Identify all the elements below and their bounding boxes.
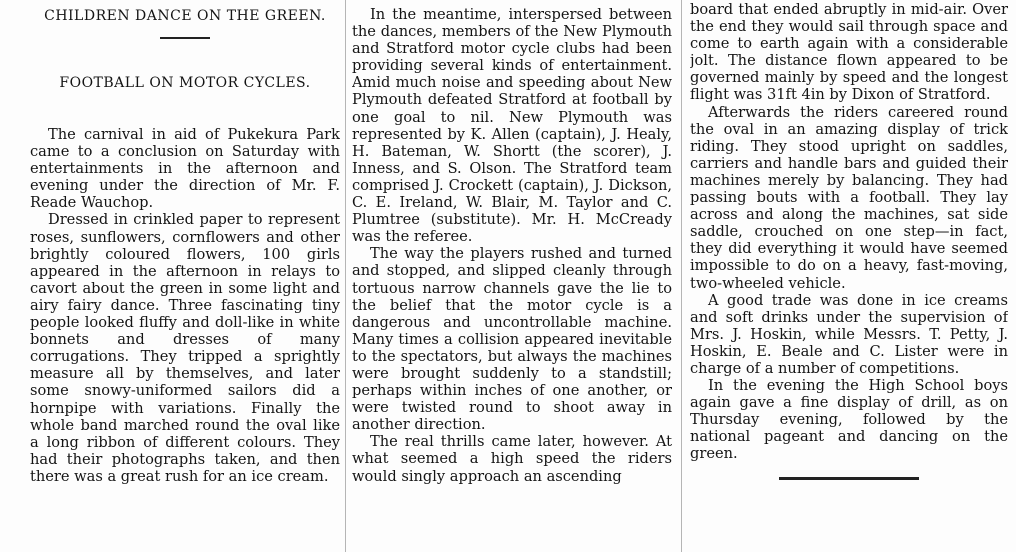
paragraph-real-thrills: The real thrills came later, however. At what seemed a high speed the riders would singly approach an ascending [352, 433, 672, 485]
paragraph-motor-cycle-football: In the meantime, interspersed between the dances, members of the New Plymouth and Stratford motor cycle clubs had been providing several kinds of entertainment. Amid much noise and speeding about New Plymouth defeated Stratford at football by one goal to nil. New Plymouth was represented by K. Allen (captain), J. Healy, H. Bateman, W. Shortt (the scorer), J. Inness, and S. Olson. The Stratford team comprised J. Crockett (captain), J. Dickson, C. E. Ireland, W. Blair, M. Taylor and C. Plumtree (substitute). Mr. H. McCready was the referee. [352, 6, 672, 246]
paragraph-evening-drill: In the evening the High School boys again gave a fine display of drill, as on Thursday evening, followed by the national pageant and dancing on the green. [690, 377, 1008, 463]
headline-football-motor-cycles: FOOTBALL ON MOTOR CYCLES. [59, 75, 311, 91]
article-column-2 [352, 0, 672, 552]
paragraph-dressed-girls: Dressed in crinkled paper to represent roses, sunflowers, cornflowers and other brightly coloured flowers, 100 girls appeared in the afternoon in relays to cavort about the green in some light and airy fairy dance. Three fascinating tiny people looked fluffy and doll-like in white bonnets and dresses of many corrugations. They tripped a sprightly measure all by themselves, and later some snowy-uniformed sailors did a hornpipe with variations. Finally the whole band marched round the oval like a long ribbon of different colours. They had their photographs taken, and then there was a great rush for an ice cream. [30, 211, 340, 485]
paragraph-carnival-intro: The carnival in aid of Pukekura Park came to a conclusion on Saturday with entertainments in the afternoon and evening under the direction of Mr. F. Reade Wauchop. [30, 126, 340, 212]
column-divider-2 [681, 0, 682, 552]
paragraph-players-rushed: The way the players rushed and turned and stopped, and slipped cleanly through tortuous narrow channels gave the lie to the belief that the motor cycle is a dangerous and uncontrollable machine. Many times a collision appeared inevitable to the spectators, but always the machines were brought suddenly to a standstill; perhaps within inches of one another, or were twisted round to shoot away in another direction. [352, 245, 672, 434]
headline-children-dance: CHILDREN DANCE ON THE GREEN. [44, 8, 326, 24]
paragraph-ice-creams: A good trade was done in ice creams and soft drinks under the supervision of Mrs. J. Hoskin, while Messrs. T. Petty, J. Hoskin, E. Beale and C. Lister were in charge of a number of competitions. [690, 291, 1008, 377]
article-column-3 [690, 0, 1008, 552]
headline-separator [160, 37, 210, 39]
paragraph-trick-riding: Afterwards the riders careered round the oval in an amazing display of trick riding. They stood upright on saddles, carriers and handle bars and guided their machines merely by balancing. They had passing bouts with a football. They lay across and along the machines, sat side saddle, crouched on one step—in fact, they did everything it would have seemed impossible to do on a heavy, fast-moving, two-wheeled vehicle. [690, 103, 1008, 292]
paragraph-board-jump: board that ended abruptly in mid-air. Over the end they would sail through space and come to earth again with a considerable jolt. The distance flown appeared to be governed mainly by speed and the longest flight was 31ft 4in by Dixon of Stratford. [690, 1, 1008, 104]
article-column-1 [30, 0, 340, 552]
column-divider-1 [345, 0, 346, 552]
article-end-rule [779, 477, 919, 480]
